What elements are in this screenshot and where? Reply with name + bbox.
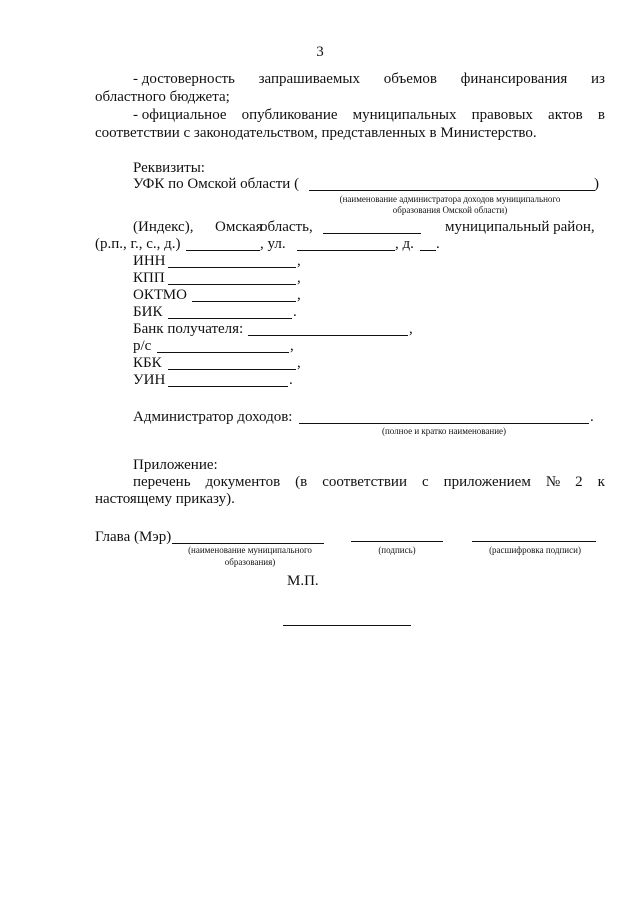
signature-blank bbox=[351, 541, 443, 542]
rs-comma: , bbox=[290, 338, 294, 354]
bik-label: БИК bbox=[133, 304, 163, 320]
admin-caption: (полное и кратко наименование) bbox=[381, 426, 507, 436]
appendix-line-1 bbox=[133, 474, 605, 491]
bullet-2-line-1 bbox=[133, 107, 605, 124]
rs-blank bbox=[157, 352, 289, 353]
kbk-label: КБК bbox=[133, 355, 162, 371]
word: № bbox=[545, 474, 561, 490]
street-label: , ул. bbox=[260, 236, 286, 252]
kpp-label: КПП bbox=[133, 270, 165, 286]
uin-blank bbox=[168, 386, 288, 387]
ufk-caption-2: образования Омской области) bbox=[392, 205, 508, 215]
word: соответствии bbox=[322, 474, 407, 490]
word: - официальное bbox=[133, 107, 227, 123]
decode-blank bbox=[472, 541, 596, 542]
head-name-blank bbox=[172, 543, 324, 544]
kpp-blank bbox=[168, 284, 296, 285]
ufk-blank bbox=[309, 190, 595, 191]
word: правовых bbox=[471, 107, 533, 123]
house-label: , д. bbox=[395, 236, 414, 252]
locality-blank bbox=[186, 250, 260, 251]
caption-sign: (подпись) bbox=[378, 545, 416, 555]
house-period: . bbox=[436, 236, 440, 252]
bik-dot: . bbox=[293, 304, 297, 320]
word: 2 bbox=[575, 474, 583, 490]
oktmo-blank bbox=[192, 301, 296, 302]
street-blank bbox=[297, 250, 395, 251]
index-word: Омская bbox=[215, 219, 263, 235]
rs-label: р/с bbox=[133, 338, 152, 354]
word: документов bbox=[205, 474, 281, 490]
appendix-line-2: настоящему приказу). bbox=[95, 491, 235, 507]
bik-blank bbox=[168, 318, 292, 319]
word: муниципальных bbox=[352, 107, 457, 123]
district-label: муниципальный район, bbox=[445, 219, 595, 235]
kbk-comma: , bbox=[297, 355, 301, 371]
admin-label: Администратор доходов: bbox=[133, 409, 293, 425]
inn-blank bbox=[168, 267, 296, 268]
ufk-caption-1: (наименование администратора доходов муниципального bbox=[339, 194, 561, 204]
admin-blank bbox=[299, 423, 589, 424]
word: - достоверность bbox=[133, 71, 235, 87]
word: из bbox=[591, 71, 605, 87]
caption-decode: (расшифровка подписи) bbox=[489, 545, 581, 555]
kbk-blank bbox=[168, 369, 296, 370]
uin-dot: . bbox=[289, 372, 293, 388]
word: объемов bbox=[383, 71, 437, 87]
page-number: 3 bbox=[316, 44, 324, 60]
caption-name-1: (наименование муниципального bbox=[188, 545, 312, 555]
bullet-1-line-1 bbox=[133, 71, 605, 88]
word: актов bbox=[548, 107, 583, 123]
admin-dot: . bbox=[590, 409, 594, 425]
requisites-heading: Реквизиты: bbox=[133, 160, 205, 176]
seal-label: М.П. bbox=[287, 573, 319, 589]
word: приложением bbox=[443, 474, 531, 490]
appendix-heading: Приложение: bbox=[133, 457, 218, 473]
inn-label: ИНН bbox=[133, 253, 166, 269]
word: финансирования bbox=[460, 71, 568, 87]
bullet-1-line-2: областного бюджета; bbox=[95, 89, 230, 105]
word: с bbox=[421, 474, 429, 490]
head-label: Глава (Мэр) bbox=[95, 529, 172, 545]
word: к bbox=[597, 474, 605, 490]
locality-label: (р.п., г., с., д.) bbox=[95, 236, 181, 252]
bank-blank bbox=[248, 335, 408, 336]
word: запрашиваемых bbox=[258, 71, 360, 87]
word: в bbox=[597, 107, 605, 123]
inn-comma: , bbox=[297, 253, 301, 269]
uin-label: УИН bbox=[133, 372, 166, 388]
oktmo-comma: , bbox=[297, 287, 301, 303]
bank-label: Банк получателя: bbox=[133, 321, 244, 337]
house-blank bbox=[420, 250, 436, 251]
ufk-label: УФК по Омской области ( bbox=[133, 176, 300, 192]
oktmo-label: ОКТМО bbox=[133, 287, 187, 303]
region-blank bbox=[323, 233, 421, 234]
word: перечень bbox=[133, 474, 191, 490]
kpp-comma: , bbox=[297, 270, 301, 286]
index-word: область, bbox=[260, 219, 313, 235]
ufk-close: ) bbox=[594, 176, 599, 192]
footer-rule bbox=[283, 625, 411, 626]
bullet-2-line-2: соответствии с законодательством, представленных в Министерство. bbox=[95, 125, 537, 141]
word: (в bbox=[295, 474, 308, 490]
caption-name-2: образования) bbox=[224, 557, 276, 567]
index-word: (Индекс), bbox=[133, 219, 194, 235]
bank-comma: , bbox=[409, 321, 413, 337]
word: опубликование bbox=[241, 107, 338, 123]
